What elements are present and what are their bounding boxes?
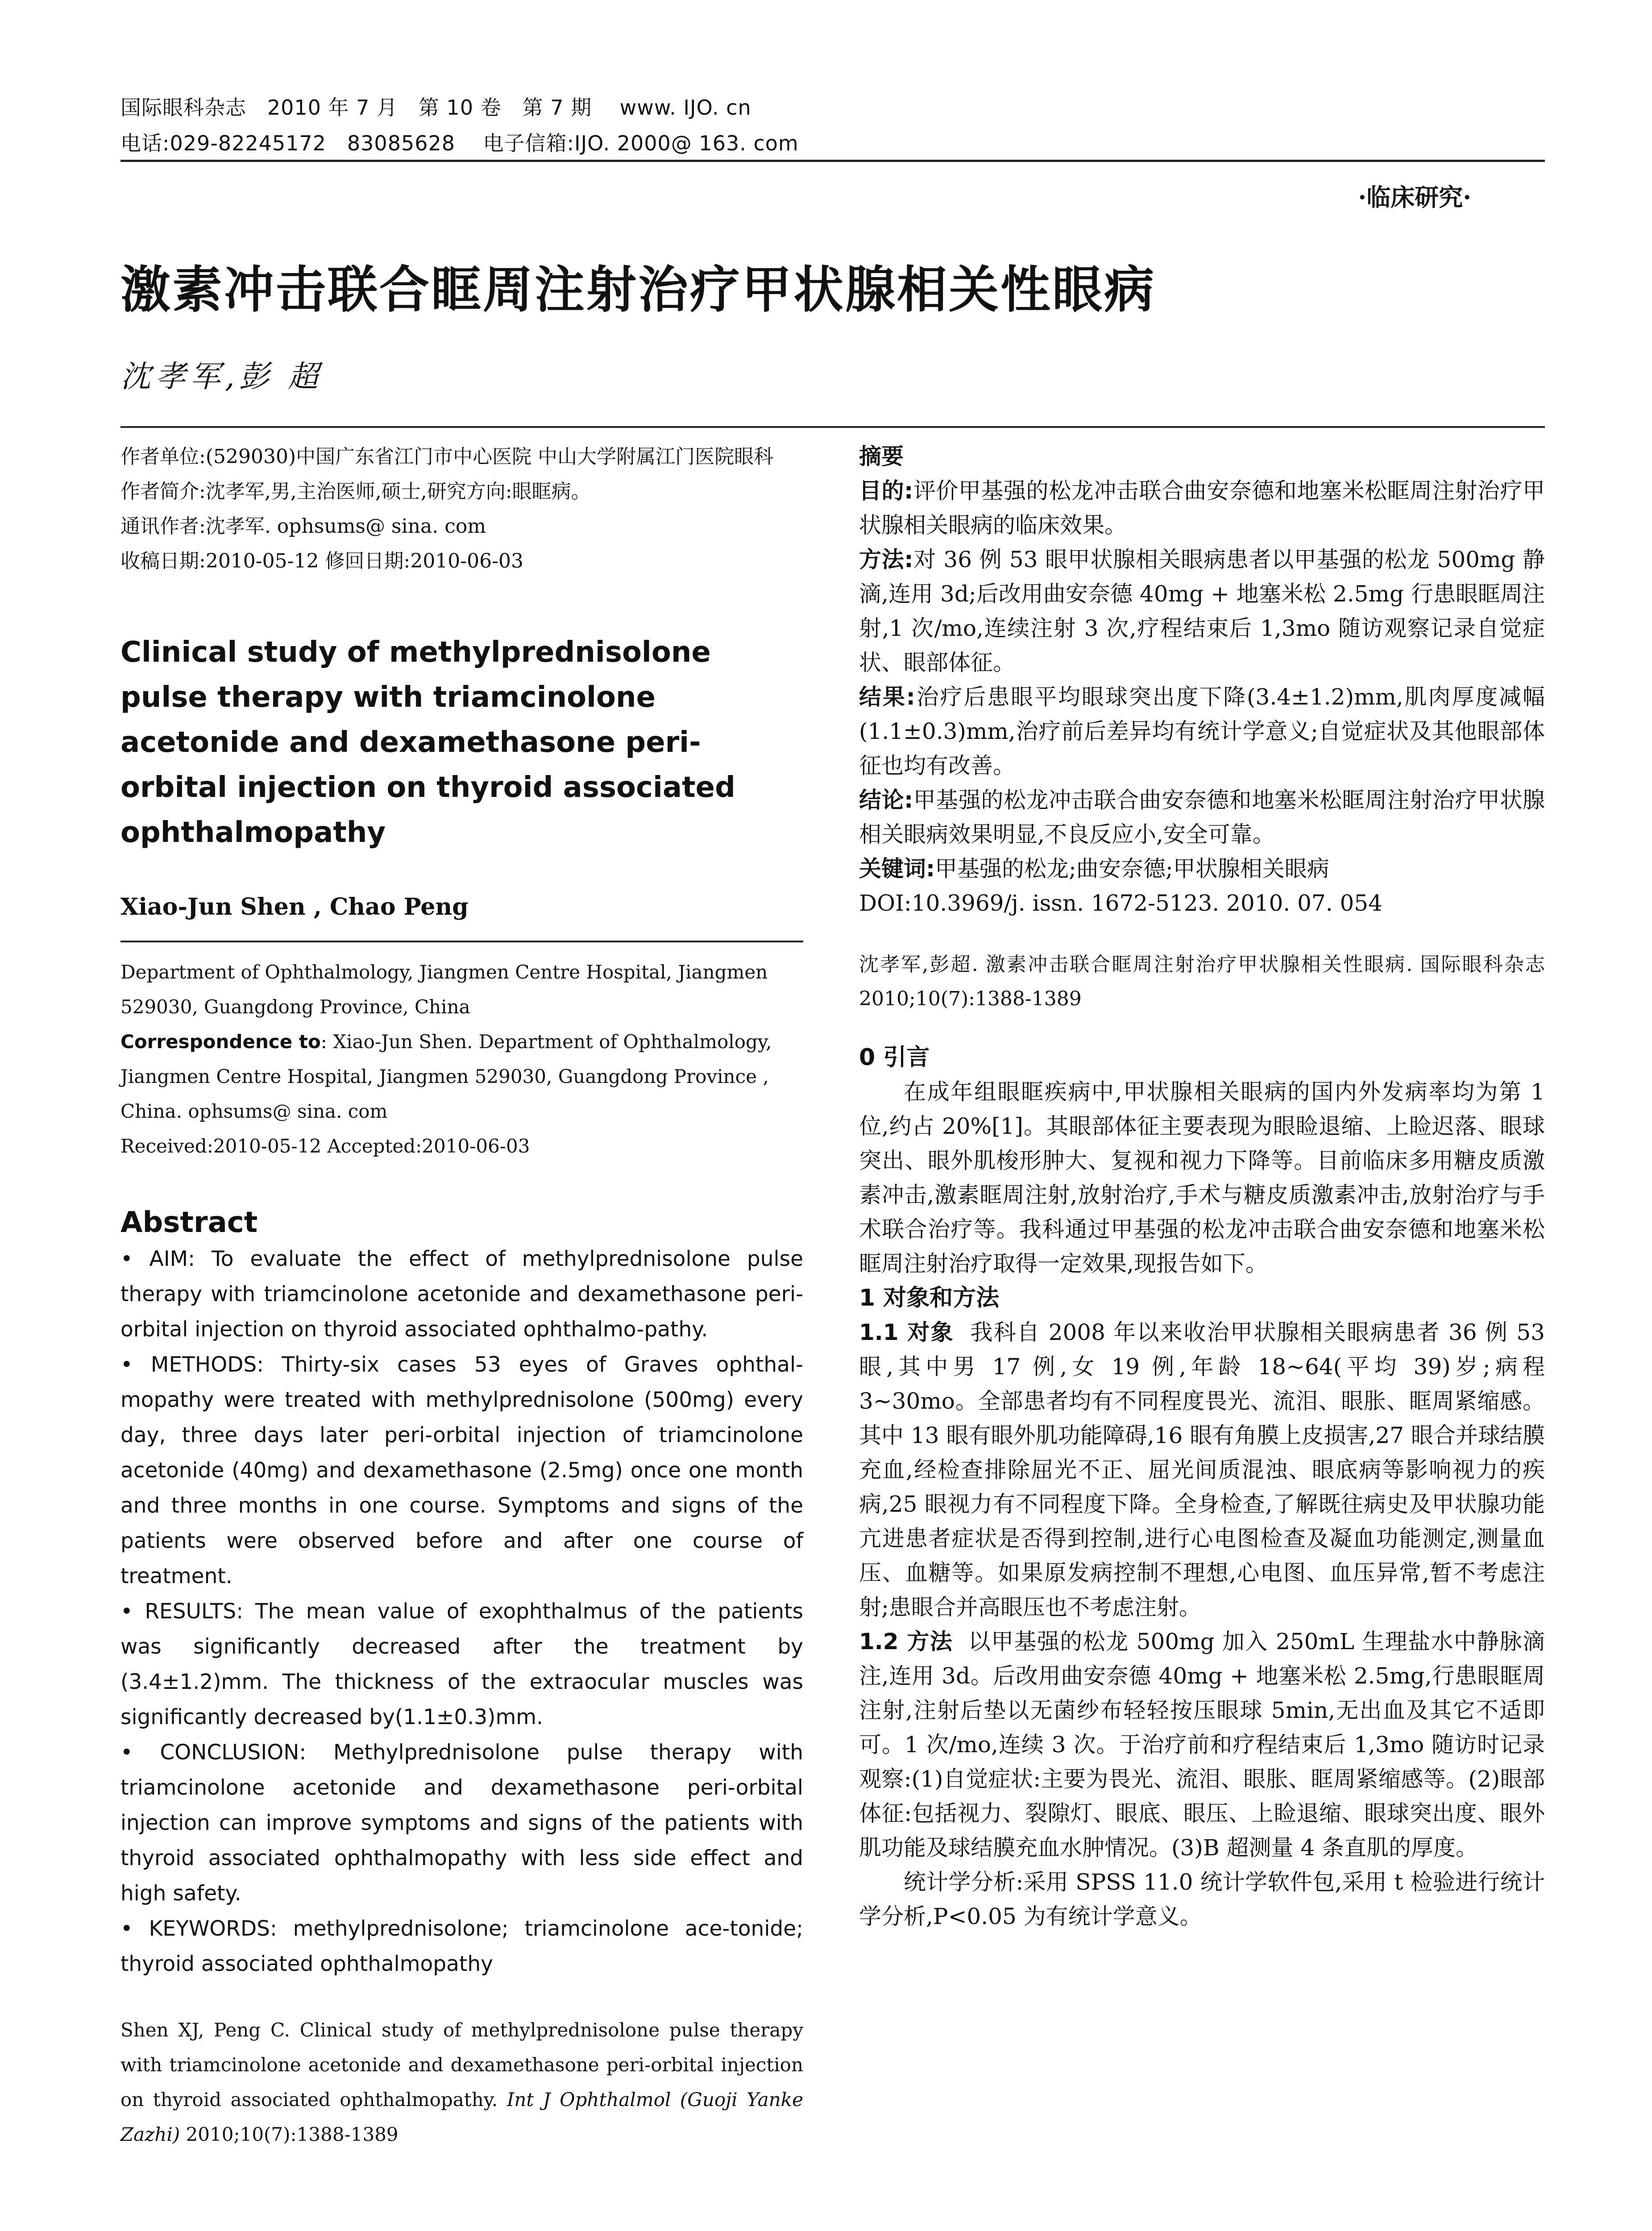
- abstract-body: [120, 1241, 803, 1982]
- corresponding-author-cn: 通讯作者:沈孝军. ophsums@ sina. com: [120, 515, 486, 538]
- methods-heading: 1 对象和方法: [859, 1285, 1000, 1311]
- correspondence-label: Correspondence to: [120, 1031, 321, 1053]
- summary-results-label: 结果:: [859, 684, 915, 710]
- summary-results-cn: [859, 680, 1545, 783]
- summary-methods-label: 方法:: [859, 547, 913, 572]
- dates-cn: 收稿日期:2010-05-12 修回日期:2010-06-03: [120, 550, 524, 572]
- summary-keywords-cn: [859, 852, 1545, 886]
- journal-header-line1: 国际眼科杂志 2010 年 7 月 第 10 卷 第 7 期 www. IJO. cn: [120, 95, 751, 120]
- correspondence-text: : Xiao-Jun Shen. Department of Ophthalmology, Jiangmen Centre Hospital, Jiangmen 529030, Guangdong Province , China. ophsums@ sina. com: [120, 1031, 772, 1122]
- section-1-2-text: 以甲基强的松龙 500mg 加入 250mL 生理盐水中静脉滴注,连用 3d。后改用曲安奈德 40mg + 地塞米松 2.5mg,行患眼眶周注射,注射后垫以无菌纱布轻轻按压眼球 5min,无出血及其它不适即可。1 次/mo,连续 3 次。于治疗前和疗程结束后 1,3mo 随访时记录观察:(1)自觉症状:主要为畏光、流泪、眼胀、眶周紧缩感等。(2)眼部体征:包括视力、裂隙灯、眼底、眼压、上睑退缩、眼球突出度、眼外肌功能及球结膜充血水肿情况。(3)B 超测量 4 条直肌的厚度。: [859, 1629, 1545, 1861]
- abstract-keywords: • KEYWORDS: methylprednisolone; triamcinolone ace-tonide; thyroid associated ophthalmopathy: [120, 1916, 803, 1976]
- citation-en-post: 2010;10(7):1388-1389: [180, 2123, 398, 2145]
- citation-en: [120, 2013, 803, 2152]
- abstract-results: • RESULTS: The mean value of exophthalmus of the patients was significantly decreased after the treatment by (3.4±1.2)mm. The thickness of the extraocular muscles was significantly decreased by(1.1±0.3)mm.: [120, 1599, 803, 1729]
- section-1-2: [859, 1625, 1545, 1865]
- summary-conclusion-cn: [859, 783, 1545, 852]
- abstract-aim: • AIM: To evaluate the effect of methylprednisolone pulse therapy with triamcinolone acetonide and dexamethasone peri-orbital injection on thyroid associated ophthalmo-pathy.: [120, 1247, 803, 1342]
- title-rule: [120, 426, 1545, 428]
- author-info-block: [120, 440, 803, 579]
- citation-en-journal: Int J Ophthalmol (Guoji Yanke Zazhi): [120, 2089, 803, 2145]
- right-column: [859, 440, 1545, 1934]
- journal-header-line2: 电话:029-82245172 83085628 电子信箱:IJO. 2000@ 163. com: [120, 131, 799, 155]
- section-1-1-label: 1.1 对象: [859, 1319, 954, 1345]
- summary-aim-cn: [859, 474, 1545, 543]
- header-rule: [120, 160, 1545, 162]
- abstract-conclusion: • CONCLUSION: Methylprednisolone pulse therapy with triamcinolone acetonide and dexamethasone peri-orbital injection can improve symptoms and signs of the patients with thyroid associated ophthalmopathy with less side effect and high safety.: [120, 1740, 803, 1906]
- summary-methods-text: 对 36 例 53 眼甲状腺相关眼病患者以甲基强的松龙 500mg 静滴,连用 3d;后改用曲安奈德 40mg + 地塞米松 2.5mg 行患眼眶周注射,1 次/mo,连续注射 3 次,疗程结束后 1,3mo 随访观察记录自觉症状、眼部体征。: [859, 547, 1545, 676]
- section-tag: ·临床研究·: [1358, 183, 1471, 211]
- intro-text: 在成年组眼眶疾病中,甲状腺相关眼病的国内外发病率均为第 1 位,约占 20%[1]。其眼部体征主要表现为眼睑退缩、上睑迟落、眼球突出、眼外肌梭形肿大、复视和视力下降等。目前临床多用糖皮质激素冲击,激素眶周注射,放射治疗,手术与糖皮质激素冲击,放射治疗与手术联合治疗等。我科通过甲基强的松龙冲击联合曲安奈德和地塞米松眶周注射治疗取得一定效果,现报告如下。: [859, 1079, 1545, 1277]
- authors-en: Xiao-Jun Shen , Chao Peng: [120, 893, 469, 921]
- summary-aim-text: 评价甲基强的松龙冲击联合曲安奈德和地塞米松眶周注射治疗甲状腺相关眼病的临床效果。: [859, 478, 1545, 538]
- summary-methods-cn: [859, 543, 1545, 680]
- summary-results-text: 治疗后患眼平均眼球突出度下降(3.4±1.2)mm,肌肉厚度减幅(1.1±0.3)mm,治疗前后差异均有统计学意义;自觉症状及其他眼部体征也均有改善。: [859, 684, 1545, 779]
- left-column: [120, 440, 803, 2152]
- section-1-1-text: 我科自 2008 年以来收治甲状腺相关眼病患者 36 例 53 眼,其中男 17 例,女 19 例,年龄 18~64(平均 39)岁;病程 3~30mo。全部患者均有不同程度畏光、流泪、眼胀、眶周紧缩感。其中 13 眼有眼外肌功能障碍,16 眼有角膜上皮损害,27 眼合并球结膜充血,经检查排除屈光不正、屈光间质混浊、眼底病等影响视力的疾病,25 眼视力有不同程度下降。全身检查,了解既往病史及甲状腺功能亢进患者症状是否得到控制,进行心电图检查及凝血功能测定,测量血压、血糖等。如果原发病控制不理想,心电图、血压异常,暂不考虑注射;患眼合并高眼压也不考虑注射。: [859, 1319, 1545, 1620]
- section-1-1: [859, 1315, 1545, 1625]
- summary-conclusion-text: 甲基强的松龙冲击联合曲安奈德和地塞米松眶周注射治疗甲状腺相关眼病效果明显,不良反应小,安全可靠。: [859, 787, 1545, 847]
- authors-rule: [120, 941, 803, 942]
- summary-keywords-label: 关键词:: [859, 856, 935, 882]
- intro-heading: 0 引言: [859, 1044, 930, 1071]
- authors-cn: 沈孝军,彭 超: [120, 359, 323, 394]
- summary-heading-cn: 摘要: [859, 444, 904, 469]
- department-en: Department of Ophthalmology, Jiangmen Centre Hospital, Jiangmen 529030, Guangdong Province, China: [120, 961, 768, 1018]
- affiliation-en: [120, 955, 803, 1164]
- section-1-2-label: 1.2 方法: [859, 1629, 953, 1655]
- article-title-cn: 激素冲击联合眶周注射治疗甲状腺相关性眼病: [120, 261, 1156, 319]
- statistics-text: 统计学分析:采用 SPSS 11.0 统计学软件包,采用 t 检验进行统计学分析,P<0.05 为有统计学意义。: [859, 1869, 1545, 1929]
- summary-keywords-text: 甲基强的松龙;曲安奈德;甲状腺相关眼病: [935, 856, 1329, 882]
- correspondence-en: [120, 1024, 803, 1129]
- summary-aim-label: 目的:: [859, 478, 913, 504]
- citation-en-pre: Shen XJ, Peng C. Clinical study of methylprednisolone pulse therapy with triamcinolone acetonide and dexamethasone peri-orbital injection on thyroid associated ophthalmopathy.: [120, 2019, 803, 2111]
- summary-conclusion-label: 结论:: [859, 787, 913, 813]
- author-affiliation-cn: 作者单位:(529030)中国广东省江门市中心医院 中山大学附属江门医院眼科: [120, 445, 774, 468]
- author-bio-cn: 作者简介:沈孝军,男,主治医师,硕士,研究方向:眼眶病。: [120, 480, 591, 503]
- abstract-methods: • METHODS: Thirty-six cases 53 eyes of Graves ophthal-mopathy were treated with methylprednisolone (500mg) every day, three days later peri-orbital injection of triamcinolone acetonide (40mg) and dexamethasone (2.5mg) once one month and three months in one course. Symptoms and signs of the patients were observed before and after one course of treatment.: [120, 1352, 803, 1588]
- abstract-heading: Abstract: [120, 1206, 258, 1239]
- citation-cn: 沈孝军,彭超. 激素冲击联合眶周注射治疗甲状腺相关性眼病. 国际眼科杂志 2010;10(7):1388-1389: [859, 953, 1545, 1010]
- doi: DOI:10.3969/j. issn. 1672-5123. 2010. 07. 054: [859, 890, 1382, 916]
- article-title-en: Clinical study of methylprednisolone pulse therapy with triamcinolone acetonide and dexamethasone peri-orbital injection on thyroid associated ophthalmopathy: [120, 636, 735, 849]
- dates-en: Received:2010-05-12 Accepted:2010-06-03: [120, 1135, 530, 1157]
